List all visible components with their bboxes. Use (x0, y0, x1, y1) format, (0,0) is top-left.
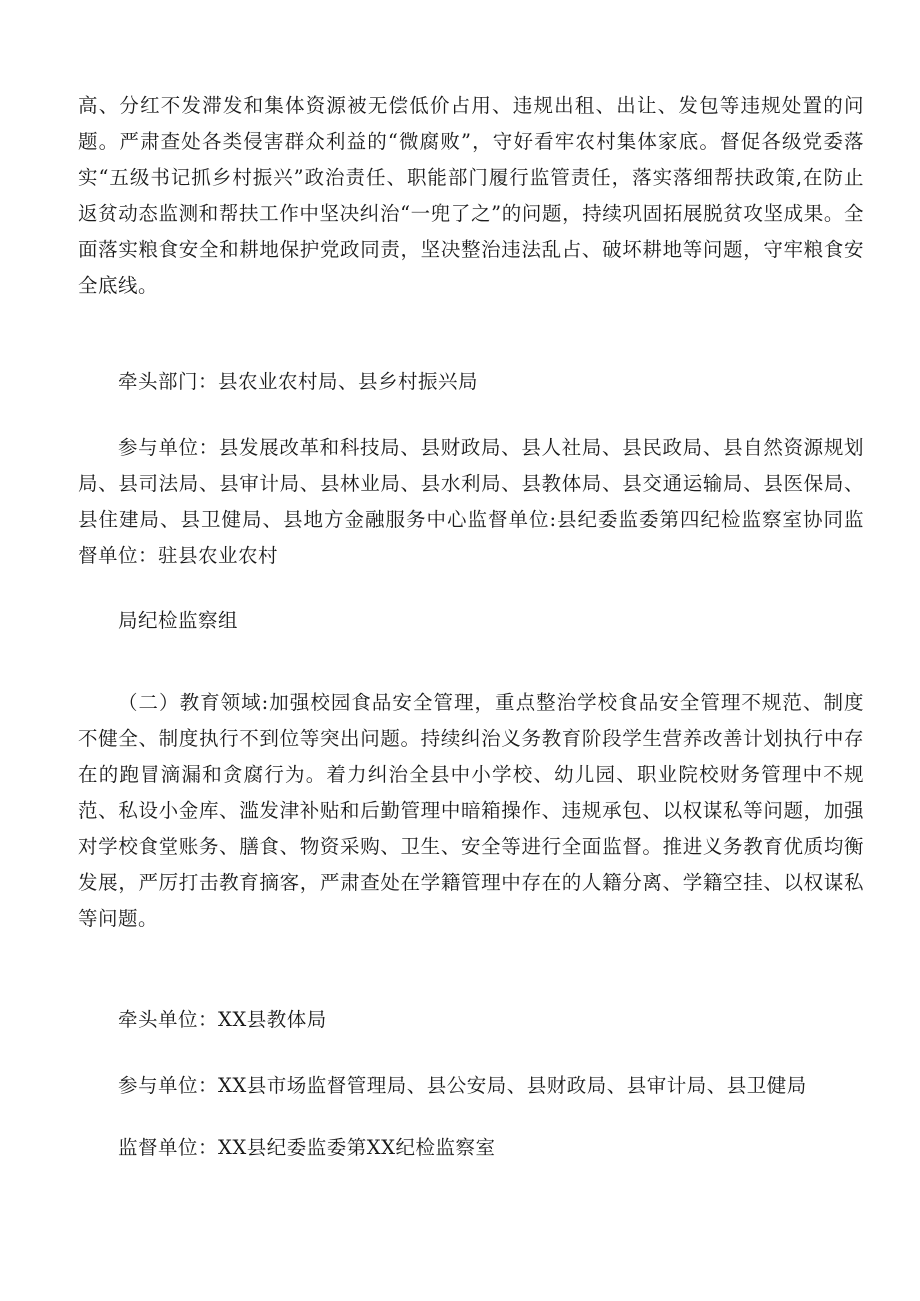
paragraph-inspection-group (78, 603, 864, 639)
paragraph-rural-supervision (78, 88, 864, 304)
paragraph-text: 参与单位：县发展改革和科技局、县财政局、县人社局、县民政局、县自然资源规划局、县司法局、县审计局、县林业局、县水利局、县教体局、县交通运输局、县医保局、县住建局、县卫健局、县地方金融服务中心监督单位:县纪委监委第四纪检监察室协同监督单位：驻县农业农村 (78, 436, 864, 567)
paragraph-education-participating-units (78, 1068, 864, 1104)
paragraph-text: 牵头部门：县农业农村局、县乡村振兴局 (118, 370, 479, 393)
paragraph-text: 参与单位：XX县市场监督管理局、县公安局、县财政局、县审计局、县卫健局 (118, 1074, 807, 1097)
paragraph-education-lead-unit (78, 1002, 864, 1038)
paragraph-text: 高、分红不发滞发和集体资源被无偿低价占用、违规出租、出让、发包等违规处置的问题。严肃查处各类侵害群众利益的“微腐败”，守好看牢农村集体家底。督促各级党委落实“五级书记抓乡村振兴”政治责任、职能部门履行监管责任，落实落细帮扶政策,在防止返贫动态监测和帮扶工作中坚决纠治“一兜了之”的问题，持续巩固拓展脱贫攻坚成果。全面落实粮食安全和耕地保护党政同责，坚决整治违法乱占、破坏耕地等问题，守牢粮食安全底线。 (78, 94, 864, 297)
paragraph-text: 局纪检监察组 (118, 609, 239, 632)
paragraph-participating-units (78, 430, 864, 574)
paragraph-education-supervision-unit (78, 1130, 864, 1166)
paragraph-education-field (78, 685, 864, 937)
paragraph-text: 牵头单位：XX县教体局 (118, 1008, 327, 1031)
paragraph-text: 监督单位：XX县纪委监委第XX纪检监察室 (118, 1136, 496, 1159)
paragraph-text: （二）教育领域:加强校园食品安全管理，重点整治学校食品安全管理不规范、制度不健全、制度执行不到位等突出问题。持续纠治义务教育阶段学生营养改善计划执行中存在的跑冒滴漏和贪腐行为。着力纠治全县中小学校、幼儿园、职业院校财务管理中不规范、私设小金库、滥发津补贴和后勤管理中暗箱操作、违规承包、以权谋私等问题，加强对学校食堂账务、膳食、物资采购、卫生、安全等进行全面监督。推进义务教育优质均衡发展，严厉打击教育摘客，严肃查处在学籍管理中存在的人籍分离、学籍空挂、以权谋私等问题。 (78, 691, 864, 930)
paragraph-lead-department (78, 364, 864, 400)
